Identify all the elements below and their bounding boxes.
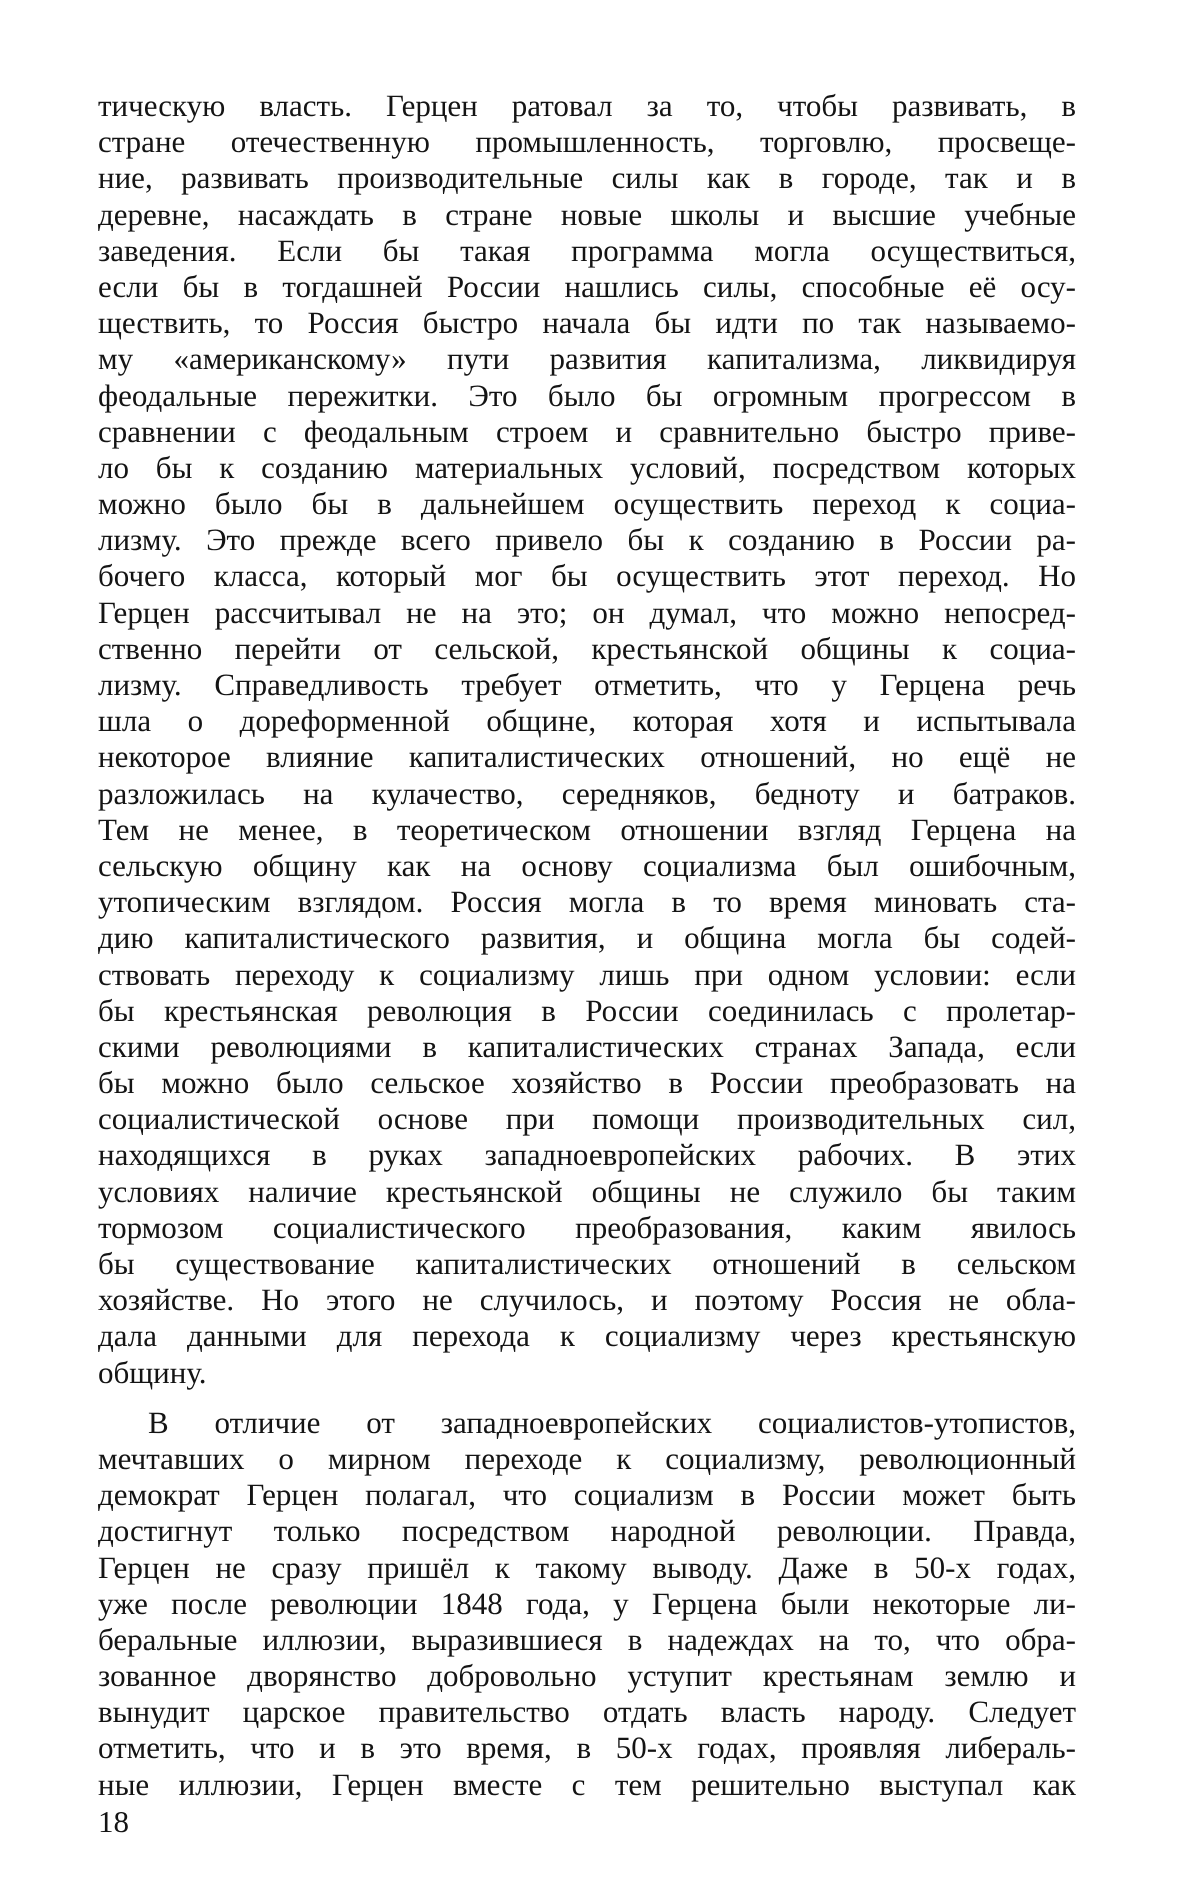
text-line: ствовать переходу к социализму лишь при одном условии: если [98,956,1076,992]
text-line: вынудит царское правительство отдать власть народу. Следует [98,1694,1076,1730]
text-line: можно было бы в дальнейшем осуществить переход к социа- [98,486,1076,522]
text-line: если бы в тогдашней России нашлись силы, способные её осу- [98,268,1076,304]
text-line: ние, развивать производительные силы как в городе, так и в [98,160,1076,196]
paragraph-2 [98,1405,1076,1803]
text-line: В отличие от западноевропейских социалистов-утопистов, [148,1404,1076,1440]
text-line: Герцен не сразу пришёл к такому выводу. Даже в 50-х годах, [98,1549,1076,1585]
text-line: утопическим взглядом. Россия могла в то время миновать ста- [98,884,1076,920]
text-line: тормозом социалистического преобразования, каким явилось [98,1209,1076,1245]
paragraph-1 [98,88,1076,1391]
text-line: ные иллюзии, Герцен вместе с тем решительно выступал как [98,1766,1076,1802]
text-line: сравнении с феодальным строем и сравнительно быстро приве- [98,413,1076,449]
text-line: общину. [98,1354,207,1390]
text-line: му «американскому» пути развития капитализма, ликвидируя [98,341,1076,377]
text-line: разложилась на кулачество, середняков, бедноту и батраков. [98,775,1076,811]
text-line: мечтавших о мирном переходе к социализму, революционный [98,1440,1076,1476]
text-line: зованное дворянство добровольно уступит крестьянам землю и [98,1658,1076,1694]
text-line: сельскую общину как на основу социализма был ошибочным, [98,847,1076,883]
text-line: ло бы к созданию материальных условий, посредством которых [98,449,1076,485]
text-line: отметить, что и в это время, в 50-х годах, проявляя либераль- [98,1730,1076,1766]
text-line: дию капиталистического развития, и община могла бы содей- [98,920,1076,956]
text-line: уже после революции 1848 года, у Герцена были некоторые ли- [98,1585,1076,1621]
text-line: ществить, то Россия быстро начала бы идти по так называемо- [98,305,1076,341]
text-line: дала данными для перехода к социализму через крестьянскую [98,1318,1076,1354]
text-line: бочего класса, который мог бы осуществить этот переход. Но [98,558,1076,594]
text-line: Тем не менее, в теоретическом отношении взгляд Герцена на [98,811,1076,847]
text-line: скими революциями в капиталистических странах Запада, если [98,1028,1076,1064]
text-line: стране отечественную промышленность, торговлю, просвеще- [98,124,1076,160]
text-line: бы крестьянская революция в России соединилась с пролетар- [98,992,1076,1028]
text-line: лизму. Справедливость требует отметить, что у Герцена речь [98,667,1076,702]
text-line: бы существование капиталистических отношений в сельском [98,1246,1076,1281]
text-line: условиях наличие крестьянской общины не служило бы таким [98,1173,1076,1209]
page-number: 18 [98,1804,129,1839]
text-line: хозяйстве. Но этого не случилось, и поэтому Россия не обла- [98,1282,1076,1318]
text-line: демократ Герцен полагал, что социализм в России может быть [98,1477,1076,1513]
text-line: Герцен рассчитывал не на это; он думал, что можно непосред- [98,594,1076,630]
text-line: ственно перейти от сельской, крестьянской общины к социа- [98,630,1076,666]
text-line: достигнут только посредством народной революции. Правда, [98,1513,1076,1549]
page-text [98,88,1076,1803]
paragraph-gap [98,1391,1076,1405]
text-line: беральные иллюзии, выразившиеся в надеждах на то, что обра- [98,1621,1076,1657]
text-line: находящихся в руках западноевропейских рабочих. В этих [98,1137,1076,1173]
text-line: бы можно было сельское хозяйство в России преобразовать на [98,1065,1076,1101]
text-line: некоторое влияние капиталистических отношений, но ещё не [98,739,1076,775]
text-line: лизму. Это прежде всего привело бы к созданию в России ра- [98,522,1076,558]
text-line: феодальные пережитки. Это было бы огромным прогрессом в [98,377,1076,413]
text-line: тическую власть. Герцен ратовал за то, чтобы развивать, в [98,88,1076,123]
text-line: социалистической основе при помощи производительных сил, [98,1101,1076,1137]
text-line: заведения. Если бы такая программа могла осуществиться, [98,232,1076,268]
text-line: шла о дореформенной общине, которая хотя и испытывала [98,703,1076,739]
text-line: деревне, насаждать в стране новые школы и высшие учебные [98,196,1076,232]
